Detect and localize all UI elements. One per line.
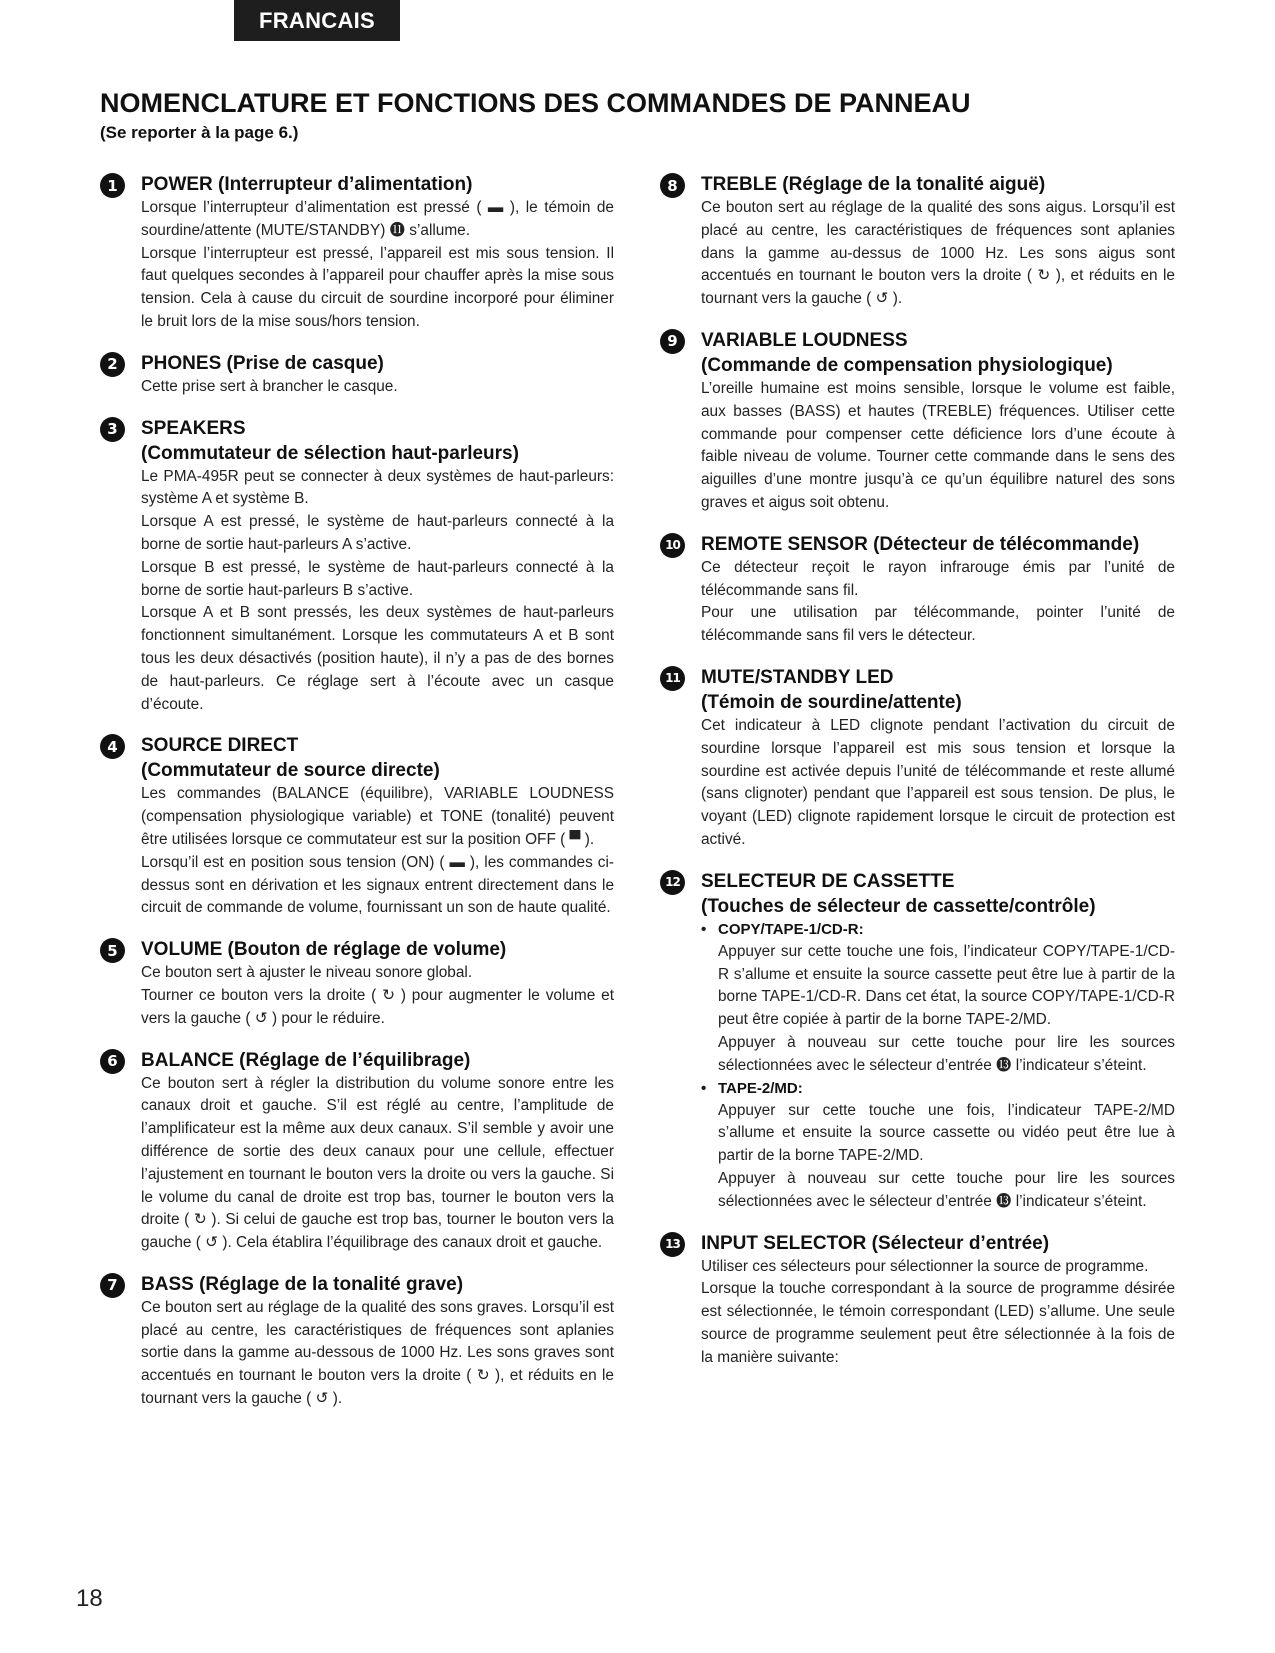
section-heading: BALANCE (Réglage de l’équilibrage) [141,1049,471,1071]
section-paragraph: Ce bouton sert à régler la distribution du volume sonore entre les canaux droit et gauche. S’il est réglé au centre, l’amplitude de l’amplificateur est la même aux deux canaux. S’il semble y avoir une différence de sortie des deux canaux pour une cellule, effectuer l’ajustement en tournant le bouton vers la droite ou vers la gauche. Si le volume du canal de droite est trop bas, tourner le bouton vers la droite ( ↻ ). Si celui de gauche est trop bas, tourner le bouton vers la gauche ( ↺ ). Cela établira l’équilibrage des canaux droit et gauche. [141,1074,614,1252]
section-subheading: (Touches de sélecteur de cassette/contrôle) [701,895,1096,917]
section-item [660,869,1175,1214]
section-paragraph: Ce détecteur reçoit le rayon infrarouge émis par l’unité de télécommande sans fil. [701,558,1175,599]
section-item [100,1048,614,1255]
bullet-paragraph: Appuyer sur cette touche une fois, l’indicateur TAPE-2/MD s’allume et ensuite la source cassette ou vidéo peut être lue à partir de la borne TAPE-2/MD. [718,1101,1175,1165]
section-item [100,1272,614,1411]
left-column [100,172,614,1428]
bullet-dot: • [701,1079,707,1097]
section-heading: MUTE/STANDBY LED [701,666,894,688]
section-subheading: (Commande de compensation physiologique) [701,354,1113,376]
section-subheading: (Témoin de sourdine/attente) [701,691,962,713]
section-paragraph: Ce bouton sert à ajuster le niveau sonore global. [141,964,473,982]
section-heading: VOLUME (Bouton de réglage de volume) [141,939,507,961]
bullet-title: COPY/TAPE-1/CD-R: [718,920,864,938]
item-number-badge: 1 [100,173,125,198]
section-heading: POWER (Interrupteur d’alimentation) [141,174,473,195]
bullet-item [701,919,1175,1078]
page-subtitle: (Se reporter à la page 6.) [100,123,299,142]
section-item [660,1231,1175,1370]
section-subheading: (Commutateur de source directe) [141,760,440,782]
section-paragraph: Ce bouton sert au réglage de la qualité des sons aigus. Lorsqu’il est placé au centre, les caractéristiques de fréquences sont aplanies dans la gamme au-dessus de 1000 Hz. Les sons aigus sont accentués en tournant le bouton vers la droite ( ↻ ), et réduits en le tournant vers la gauche ( ↺ ). [701,199,1175,308]
section-heading: VARIABLE LOUDNESS [701,329,908,351]
section-paragraph: Lorsque l’interrupteur est pressé, l’appareil est mis sous tension. Il faut quelques secondes à l’appareil pour chauffer après la mise sous tension. Cela à cause du circuit de sourdine incorporé pour éliminer le bruit lors de la mise sous/hors tension. [141,244,614,330]
item-number-badge: 4 [100,734,125,759]
section-heading: SPEAKERS [141,417,246,439]
section-subheading: (Commutateur de sélection haut-parleurs) [141,442,519,464]
item-number-badge: 9 [660,329,685,354]
bullet-title: TAPE-2/MD: [718,1079,803,1097]
section-heading: INPUT SELECTOR (Sélecteur d’entrée) [701,1232,1050,1254]
section-item [660,665,1175,852]
bullet-dot: • [701,920,707,938]
item-number-badge: 3 [100,417,125,442]
section-paragraph: Lorsque B est pressé, le système de haut-parleurs connecté à la borne de sortie haut-parleurs B s’active. [141,558,614,599]
right-column [660,172,1175,1386]
section-heading: REMOTE SENSOR (Détecteur de télécommande) [701,533,1140,555]
section-item [660,532,1175,648]
item-number-badge: 5 [100,938,125,963]
section-paragraph: Tourner ce bouton vers la droite ( ↻ ) pour augmenter le volume et vers la gauche ( ↺ ) pour le réduire. [141,986,614,1027]
section-paragraph: Ce bouton sert au réglage de la qualité des sons graves. Lorsqu’il est placé au centre, les caractéristiques de fréquences sont aplanies sortie dans la gamme au-dessous de 1000 Hz. Les sons graves sont accentués en tournant le bouton vers la droite ( ↻ ), et réduits en le tournant vers la gauche ( ↺ ). [141,1298,614,1408]
item-number-badge: 11 [660,666,685,691]
page-number: 18 [76,1585,103,1612]
page-title: NOMENCLATURE ET FONCTIONS DES COMMANDES DE PANNEAU [100,88,971,118]
item-number-badge: 10 [660,533,685,558]
section-heading: SELECTEUR DE CASSETTE [701,870,955,892]
section-paragraph: Lorsque la touche correspondant à la source de programme désirée est sélectionnée, le témoin correspondant (LED) s’allume. Une seule source de programme seulement peut être sélectionnée à la fois de la manière suivante: [701,1280,1175,1366]
section-item [100,416,614,717]
item-number-badge: 2 [100,352,125,377]
section-paragraph: L’oreille humaine est moins sensible, lorsque le volume est faible, aux basses (BASS) et hautes (TREBLE) fréquences. Utiliser cette commande pour compenser cette déficience lors d’une écoute à faible niveau de volume. Tourner cette commande dans le sens des aiguilles d’une montre jusqu’à ce qu’un équilibre naturel des sons graves et aigus soit obtenu. [701,379,1175,511]
section-heading: PHONES (Prise de casque) [141,352,384,374]
section-paragraph: Pour une utilisation par télécommande, pointer l’unité de télécommande sans fil vers le détecteur. [701,604,1175,645]
section-item [100,733,614,920]
section-paragraph: Cet indicateur à LED clignote pendant l’activation du circuit de sourdine lorsque l’appareil est mis sous tension et lorsque la sourdine est activée depuis l’unité de télécommande et reste allumé (sans clignoter) pendant que l’appareil est sous tension. De plus, le voyant (LED) clignote rapidement lorsque le circuit de protection est activé. [701,716,1175,848]
bullet-paragraph: Appuyer sur cette touche une fois, l’indicateur COPY/TAPE-1/CD-R s’allume et ensuite la source cassette peut être lue à partir de la borne TAPE-1/CD-R. Dans cet état, la source COPY/TAPE-1/CD-R peut être copiée à partir de la borne TAPE-2/MD. [718,942,1175,1029]
bullet-paragraph: Appuyer à nouveau sur cette touche pour lire les sources sélectionnées avec le sélecteur d’entrée ⓭ l’indicateur s’éteint. [718,1033,1175,1074]
bullet-item [701,1078,1175,1214]
section-heading: BASS (Réglage de la tonalité grave) [141,1273,464,1295]
section-heading: SOURCE DIRECT [141,735,299,757]
section-paragraph: Le PMA-495R peut se connecter à deux systèmes de haut-parleurs: système A et système B. [141,467,614,508]
section-item [660,328,1175,515]
item-number-badge: 7 [100,1273,125,1298]
section-paragraph: Lorsque l’interrupteur d’alimentation est pressé ( ▬ ), le témoin de sourdine/attente (MUTE/STANDBY) ⓫ s’allume. [141,199,614,239]
item-number-badge: 6 [100,1049,125,1074]
section-item [100,351,614,399]
section-item [660,172,1175,311]
section-heading: TREBLE (Réglage de la tonalité aiguë) [701,174,1046,195]
section-paragraph: Utiliser ces sélecteurs pour sélectionner la source de programme. [701,1257,1149,1275]
section-paragraph: Les commandes (BALANCE (équilibre), VARIABLE LOUDNESS (compensation physiologique variable) et TONE (tonalité) peuvent être utilisées lorsque ce commutateur est sur la position OFF ( ▀ ). [141,785,614,848]
section-paragraph: Cette prise sert à brancher le casque. [141,377,398,395]
item-number-badge: 8 [660,173,685,198]
section-item [100,172,614,334]
bullet-paragraph: Appuyer à nouveau sur cette touche pour lire les sources sélectionnées avec le sélecteur d’entrée ⓭ l’indicateur s’éteint. [718,1169,1175,1210]
section-paragraph: Lorsque A est pressé, le système de haut-parleurs connecté à la borne de sortie haut-parleurs A s’active. [141,513,614,553]
section-item [100,937,614,1030]
section-paragraph: Lorsque A et B sont pressés, les deux systèmes de haut-parleurs fonctionnent simultanément. Lorsque les commutateurs A et B sont tous les deux désactivés (position haute), il n’y a pas de des bornes de haut-parleurs. Ce réglage sert à l’écoute avec un casque d’écoute. [141,604,614,713]
item-number-badge: 13 [660,1232,685,1257]
language-tab: FRANCAIS [234,0,400,41]
section-paragraph: Lorsqu’il est en position sous tension (ON) ( ▬ ), les commandes ci-dessus sont en dérivation et les signaux entrent directement dans le circuit de commande de volume, fournissant un son de haute qualité. [141,853,614,917]
item-number-badge: 12 [660,870,685,895]
